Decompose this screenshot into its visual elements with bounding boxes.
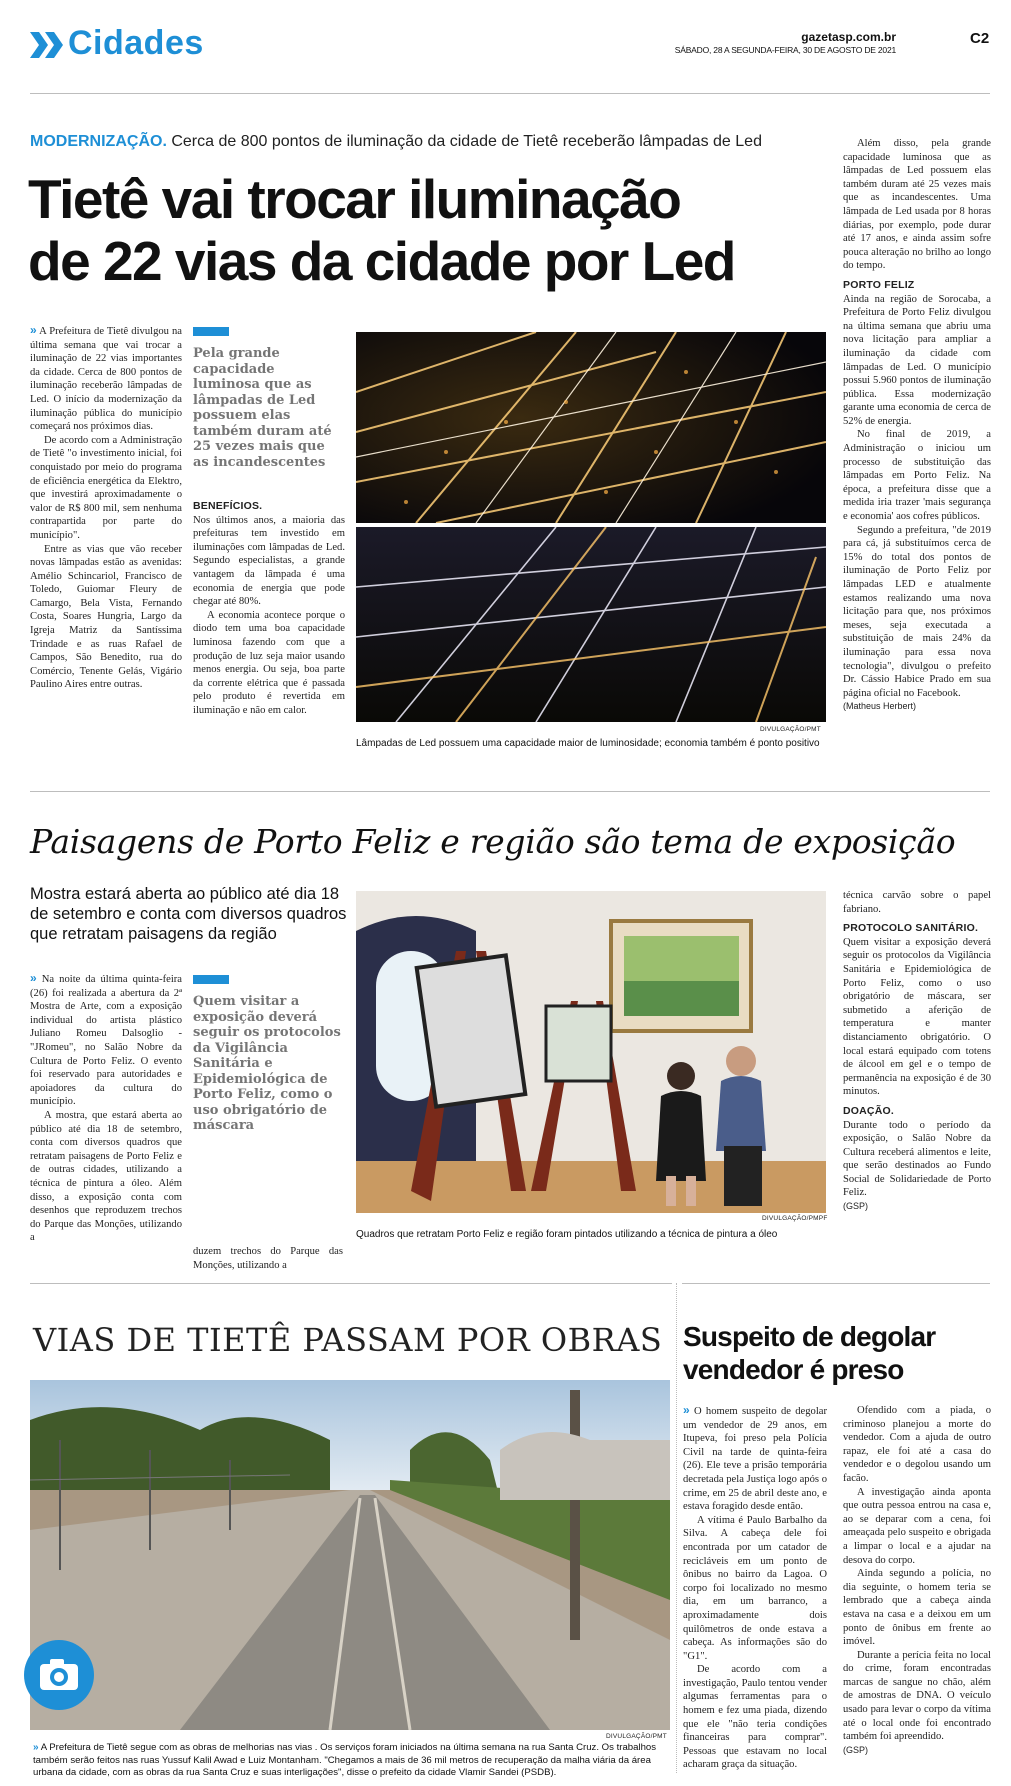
article3-caption bbox=[33, 1742, 673, 1780]
article2-col2-tail-text: duzem trechos do Parque das Monções, utilizando a bbox=[193, 1246, 343, 1271]
pullquote-bar bbox=[193, 975, 229, 984]
article3-headline: VIAS DE TIETÊ PASSAM POR OBRAS bbox=[33, 1321, 663, 1359]
article1-col1-p3: Entre as vias que vão receber novas lâmpadas estão as avenidas: Amélio Schincariol, Francisco de Toledo, Guiomar Fleury de Camargo, Bela Vista, Fernando Costa, Soares Hungria, Largo da Igreja Matriz da Santíssima Trindade e as ruas Rafael de Campos, São Benedito, rua do Comércio, Tenente Gelás, Vigário Paulino Aires entre outras. bbox=[30, 543, 182, 691]
article4-col2-p1: Ofendido com a piada, o criminoso planejou a morte do vendedor. Com a ajuda de outro rapaz, ele foi até a casa do vendedor e o degolou usando um facão. bbox=[843, 1405, 991, 1484]
article1-photo-bottom bbox=[356, 527, 826, 722]
article1-divider bbox=[30, 791, 990, 792]
column-divider bbox=[676, 1283, 677, 1773]
article3-caption-text: A Prefeitura de Tietê segue com as obras de melhorias nas vias . Os serviços foram iniciados na última semana na rua Santa Cruz. Os trabalhos também serão feitos nas ruas Yussuf Kalil Awad e Luiz Montanham. "Chegamos a mais de 36 mil metros de recuperação da malha viária da área urbana da cidade, com as obras da rua Santa Cruz e suas interligações", disse o prefeito da cidade Vlamir Sandei (PSDB). bbox=[33, 1742, 657, 1778]
article1-headline-line2: de 22 vias da cidade por Led bbox=[28, 230, 735, 292]
article2-col1-p1: Na noite da última quinta-feira (26) foi realizada a abertura da 2ª Mostra de Arte, com a exposição individual do artista plástico Juliano Romeu Dalsoglio - "JRomeu", no Salão Nobre da Cultura de Porto Feliz. O evento foi reservado para autoridades e apoiadores da cultura do município. bbox=[30, 974, 182, 1108]
article2-photo bbox=[356, 891, 826, 1213]
issue-date: SÁBADO, 28 A SEGUNDA-FEIRA, 30 DE AGOSTO DE 2021 bbox=[674, 45, 896, 55]
article2-col1 bbox=[30, 972, 182, 1245]
article1-col2 bbox=[193, 500, 345, 718]
article1-col4-sub: PORTO FELIZ bbox=[843, 278, 915, 291]
article1-col1-p1: A Prefeitura de Tietê divulgou na última semana que vai trocar a iluminação de 22 vias importantes da cidade. Cerca de 800 pontos de iluminação receberão lâmpadas de Led. O início da modernização da iluminação pública do município começará nos próximos dias. bbox=[30, 326, 182, 433]
article2-col4-sub2: DOAÇÃO. bbox=[843, 1104, 894, 1117]
section-logo-chevron-icon bbox=[30, 30, 66, 64]
article2-deck: Mostra estará aberta ao público até dia 18 de setembro e conta com diversos quadros que retratam paisagens da região bbox=[30, 885, 347, 943]
article1-col4-p1: Além disso, pela grande capacidade luminosa que as lâmpadas de Led possuem elas também duram até 25 vezes mais que as incandescentes. Uma lâmpada de Led usada por 8 horas diárias, por exemplo, pode durar até 17 anos, e ainda assim sofre pouca alteração no brilho ao longo do tempo. bbox=[843, 138, 991, 272]
article1-pullquote-text: Pela grande capacidade luminosa que as lâmpadas de Led possuem elas também duram até 25 vezes mais que as incandescentes bbox=[193, 346, 332, 470]
article1-photo-top bbox=[356, 332, 826, 523]
article4-col1-p1: O homem suspeito de degolar um vendedor de 29 anos, em Itupeva, foi preso pela Polícia Civil na tarde de quinta-feira (26). Ele teve a prisão temporária decretada pela Justiça logo após o crime, em 25 de abril deste ano, e estava foragido desde então. bbox=[683, 1406, 827, 1513]
pullquote-bar bbox=[193, 327, 229, 336]
article1-kicker: MODERNIZAÇÃO. bbox=[30, 133, 167, 150]
header-divider bbox=[30, 93, 990, 94]
article2-headline: Paisagens de Porto Feliz e região são tema de exposição bbox=[30, 822, 956, 861]
article4-headline bbox=[683, 1320, 935, 1386]
article4-col1-p3: De acordo com a investigação, Paulo tentou vender algumas ferramentas para o homem e fez uma piada, dizendo que ele "não teria condições financeiras para comprar". Pessoas que estavam no local acharam graça da situação. bbox=[683, 1664, 827, 1771]
article2-byline: (GSP) bbox=[843, 1201, 869, 1212]
article4-col2 bbox=[843, 1404, 991, 1757]
site-url[interactable]: gazetasp.com.br bbox=[801, 30, 896, 44]
article3-photo bbox=[30, 1380, 670, 1730]
article4-byline: (GSP) bbox=[843, 1744, 869, 1755]
article2-pullquote bbox=[193, 975, 343, 1134]
article1-col4 bbox=[843, 137, 991, 714]
article1-headline bbox=[28, 168, 735, 292]
article4-headline-line2: vendedor é preso bbox=[683, 1354, 904, 1385]
article1-photo-caption: Lâmpadas de Led possuem uma capacidade maior de luminosidade; economia também é ponto positivo bbox=[356, 738, 820, 749]
article4-headline-line1: Suspeito de degolar bbox=[683, 1321, 936, 1352]
article1-col2-sub: BENEFÍCIOS. bbox=[193, 500, 263, 512]
article2-col4-sub1: PROTOCOLO SANITÁRIO. bbox=[843, 922, 979, 935]
article1-col4-p2: Ainda na região de Sorocaba, a Prefeitura de Porto Feliz divulgou na última semana que abriu uma nova licitação para ampliar a iluminação da cidade com lâmpadas de Led. O município possui 5.960 pontos de iluminação pública. Essa modernização garante uma economia de cerca de 52% de energia. bbox=[843, 293, 991, 427]
article2-divider-right bbox=[682, 1283, 990, 1284]
article2-col2-tail bbox=[193, 1245, 343, 1272]
article2-pullquote-text: Quem visitar a exposição deverá seguir os protocolos da Vigilância Sanitária e Epidemiológica de Porto Feliz, como o uso obrigatório de máscara bbox=[193, 994, 341, 1133]
page-number: C2 bbox=[970, 30, 990, 47]
chevron-icon: » bbox=[30, 971, 37, 985]
article4-col1 bbox=[683, 1404, 827, 1772]
article1-pullquote bbox=[193, 327, 338, 470]
article1-col1 bbox=[30, 324, 182, 692]
article1-photo-credit: DIVULGAÇÃO/PMT bbox=[760, 726, 821, 733]
article2-col4-p3: Durante todo o período da exposição, o Salão Nobre da Cultura receberá alimentos e leite, que serão destinados ao Fundo Social de Solidariedade de Porto Feliz. bbox=[843, 1119, 991, 1199]
article1-col2-p1: Nos últimos anos, a maioria das prefeituras tem investido em iluminações com lâmpadas de Led. Segundo especialistas, a grande vantagem da lâmpada é uma economia de energia que pode chegar até 80%. bbox=[193, 514, 345, 608]
article2-col4-p1: técnica carvão sobre o papel fabriano. bbox=[843, 890, 991, 915]
chevron-icon: » bbox=[30, 323, 37, 337]
article4-col1-p2: A vítima é Paulo Barbalho da Silva. A cabeça dele foi encontrada por um catador de recicláveis em um ponto de ônibus no bairro da Lagoa. O corpo foi localizado no mesmo dia, em um barranco, a aproximadamente dois quilômetros de onde estava a cabeça. As informações são do "G1". bbox=[683, 1514, 827, 1662]
article4-col2-p4: Durante a perícia feita no local do crime, foram encontradas marcas de sangue no chão, além de amostras de DNA. O veículo usado para levar o corpo da vítima até o local onde foi encontrado também foi apreendido. bbox=[843, 1649, 991, 1743]
article1-col4-p4: Segundo a prefeitura, "de 2019 para cá, já substituímos cerca de 15% do total dos pontos de iluminação de Porto Feliz por lâmpadas LED e atualmente estamos realizando uma nova licitação para que, nos próximos meses, seja executada a substituição de mais 24% da iluminação para essa nova tecnologia", divulgou o prefeito Dr. Cássio Habice Prado em sua página oficial no Facebook. bbox=[843, 524, 991, 699]
article1-headline-line1: Tietê vai trocar iluminação bbox=[28, 168, 681, 230]
article1-col1-p2: De acordo com a Administração de Tietê "o investimento inicial, foi conquistado por meio do programa de eficiência energética da Elektro, que investirá aproximadamente o valor de R$ 800 mil, sem nenhuma contrapartida por parte do município". bbox=[30, 434, 182, 541]
article2-col4-p2: Quem visitar a exposição deverá seguir os protocolos da Vigilância Sanitária e Epidemiológica de Porto Feliz, como o uso obrigatório de máscara, ser submetido a aferição de temperatura e manter distanciamento obrigatório. O local estará equipado com totens de álcool em gel e o tempo de permanência na exposição é de 30 minutos. bbox=[843, 936, 991, 1098]
article1-col4-p3: No final de 2019, a Administração o iniciou um processo de substituição das lâmpadas em Porto Feliz. Na época, a prefeitura disse que a medida iria trazer 'mais segurança e economia' aos cofres públicos. bbox=[843, 429, 991, 523]
article4-col2-p2: A investigação ainda aponta que outra pessoa entrou na casa e, ao se deparar com a cena, foi ameaçada pelo suspeito e obrigada a limpar o local e a ajudar na desova do corpo. bbox=[843, 1486, 991, 1566]
article2-col4 bbox=[843, 889, 991, 1214]
chevron-icon: » bbox=[683, 1403, 690, 1417]
article1-deck-text: Cerca de 800 pontos de iluminação da cidade de Tietê receberão lâmpadas de Led bbox=[166, 133, 762, 150]
article1-col2-p2: A economia acontece porque o diodo tem uma boa capacidade luminosa fazendo com que a produção de luz seja maior usando menos energia. Ou seja, boa parte da corrente elétrica que é passada pelo produto é revertida em iluminação e não em calor. bbox=[193, 609, 345, 716]
article2-photo-caption: Quadros que retratam Porto Feliz e região foram pintados utilizando a técnica de pintura a óleo bbox=[356, 1229, 778, 1240]
article2-photo-credit: DIVULGAÇÃO/PMPF bbox=[762, 1215, 828, 1222]
article2-col1-p2: A mostra, que estará aberta ao público até dia 18 de setembro, conta com diversos quadros que retratam paisagens de Porto Feliz e de outras cidades, utilizando a técnica de pintura a óleo. Além disso, a exposição conta com desenhos que reproduzem trechos do Parque das Monções, utilizando a bbox=[30, 1109, 182, 1244]
camera-icon bbox=[24, 1640, 94, 1710]
article3-photo-credit: DIVULGAÇÃO/PMT bbox=[606, 1733, 667, 1740]
chevron-icon: » bbox=[33, 1742, 39, 1753]
section-title: Cidades bbox=[68, 24, 204, 62]
article2-divider-left bbox=[30, 1283, 672, 1284]
article1-deck bbox=[30, 133, 762, 151]
article1-byline: (Matheus Herbert) bbox=[843, 701, 917, 712]
article4-col2-p3: Ainda segundo a polícia, no dia seguinte, o homem teria se lembrado que a cabeça ainda estava na casa e a deixou em um ponto de ônibus em frente ao imóvel. bbox=[843, 1568, 991, 1648]
